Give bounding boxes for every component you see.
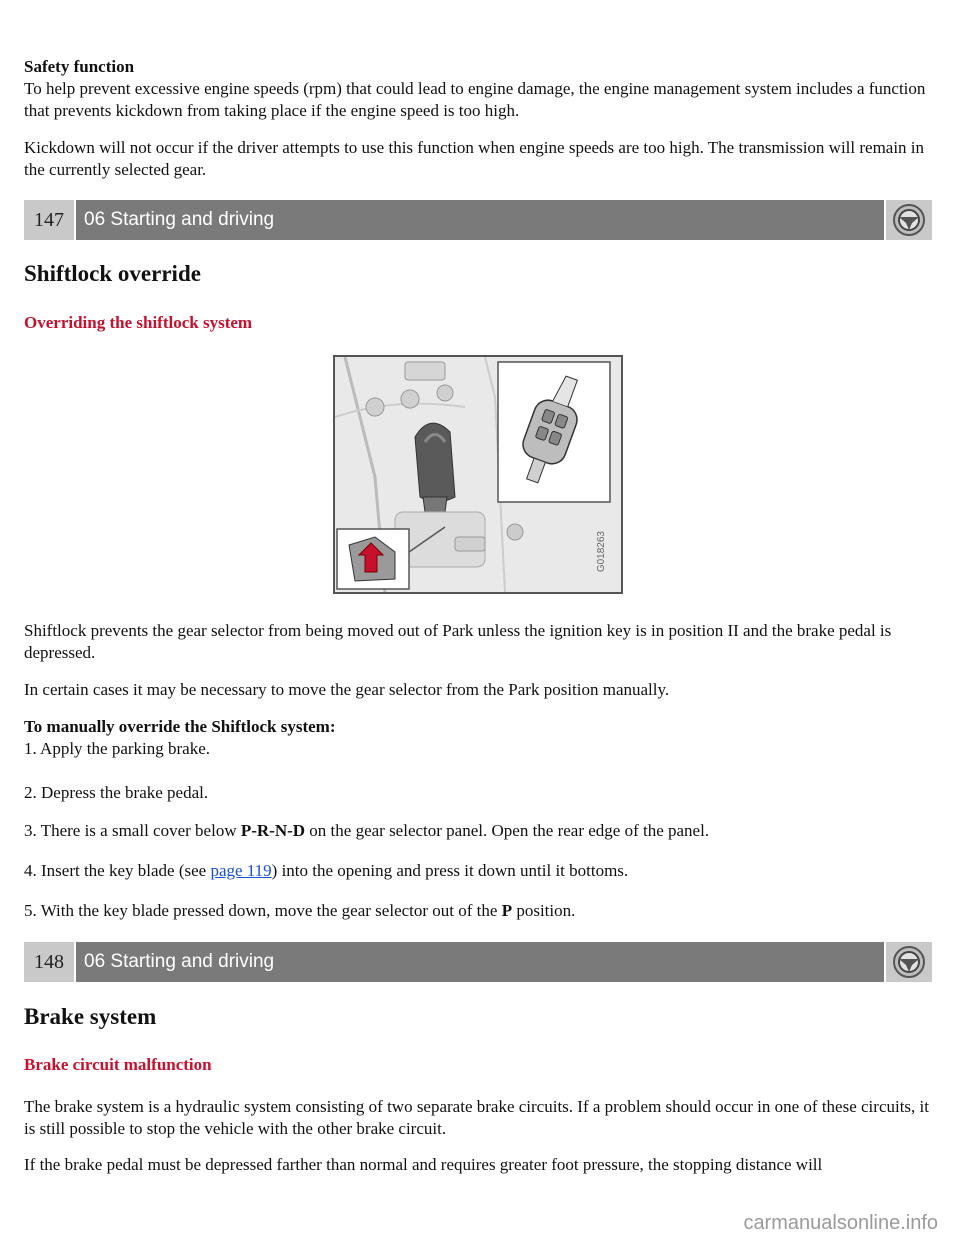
step-3: 3. There is a small cover below P-R-N-D on the gear selector panel. Open the rear edge of the panel.	[24, 821, 710, 840]
safety-heading: Safety function	[24, 57, 135, 76]
steering-wheel-icon	[886, 200, 932, 240]
section-bar-147	[24, 200, 932, 240]
step-5: 5. With the key blade pressed down, move the gear selector out of the P position.	[24, 901, 576, 920]
brake-heading: Brake system	[24, 1004, 157, 1029]
brake-paragraph-1: The brake system is a hydraulic system consisting of two separate brake circuits. If a problem should occur in one of these circuits, it is still possible to stop the vehicle with the other brake circuit.	[24, 1097, 929, 1138]
shiftlock-paragraph-2: In certain cases it may be necessary to move the gear selector from the Park position manually.	[24, 680, 670, 699]
shiftlock-illustration	[333, 355, 623, 594]
shiftlock-paragraph-1: Shiftlock prevents the gear selector from being moved out of Park unless the ignition key is in position II and the brake pedal is depressed.	[24, 621, 892, 662]
section-title: 06 Starting and driving	[76, 200, 884, 240]
brake-paragraph-2: If the brake pedal must be depressed farther than normal and requires greater foot pressure, the stopping distance will	[24, 1155, 823, 1174]
steps-heading: To manually override the Shiftlock system:	[24, 717, 336, 736]
page-number: 147	[24, 200, 74, 240]
safety-paragraph-2: Kickdown will not occur if the driver attempts to use this function when engine speeds are too high. The transmission will remain in the currently selected gear.	[24, 138, 925, 179]
shiftlock-subheading: Overriding the shiftlock system	[24, 313, 253, 332]
step-2: 2. Depress the brake pedal.	[24, 783, 209, 802]
shiftlock-heading: Shiftlock override	[24, 261, 201, 286]
page-number: 148	[24, 942, 74, 982]
step-1: 1. Apply the parking brake.	[24, 739, 211, 758]
page-119-link[interactable]: page 119	[210, 861, 272, 880]
section-bar-148	[24, 942, 932, 982]
brake-subheading: Brake circuit malfunction	[24, 1055, 212, 1074]
figure-code: G018263	[596, 530, 607, 572]
safety-paragraph-1: To help prevent excessive engine speeds (rpm) that could lead to engine damage, the engine management system includes a function that prevents kickdown from taking place if the engine speed is too high.	[24, 79, 926, 120]
section-title: 06 Starting and driving	[76, 942, 884, 982]
site-watermark: carmanualsonline.info	[743, 1212, 938, 1234]
step-4: 4. Insert the key blade (see page 119) into the opening and press it down until it bottoms.	[24, 861, 629, 880]
steering-wheel-icon	[886, 942, 932, 982]
